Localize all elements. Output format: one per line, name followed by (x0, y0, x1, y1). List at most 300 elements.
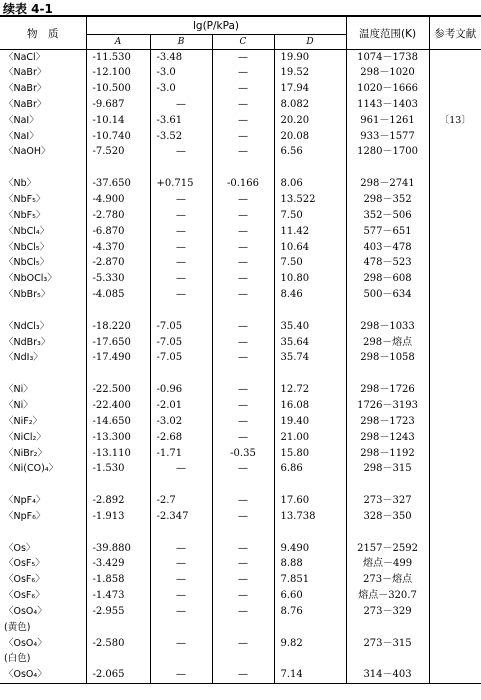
coef-d-cell: 19.52 (274, 65, 346, 81)
coef-a-cell: -10.500 (86, 81, 150, 97)
temp-range-cell: 298－608 (346, 271, 429, 287)
table-row (0, 240, 481, 256)
substance-cell (0, 303, 86, 319)
coef-d-cell: 35.64 (274, 335, 346, 351)
coef-b-cell: — (150, 461, 212, 477)
reference-cell (429, 398, 481, 414)
substance-cell: 〈NbCl₄〉 (4, 225, 50, 237)
coef-d-cell: 21.00 (274, 430, 346, 446)
substance-cell: 〈NiF₂〉 (4, 415, 43, 427)
substance-cell: (白色) (4, 653, 31, 665)
temp-range-cell: 961－1261 (346, 113, 429, 129)
temp-range-cell: 933－1577 (346, 129, 429, 145)
coef-a-cell (86, 477, 150, 493)
reference-cell (429, 525, 481, 541)
coef-c-cell: — (212, 287, 274, 303)
table-row (0, 541, 481, 557)
substance-header: 物 质 (27, 27, 59, 40)
substance-cell: 〈NdI₃〉 (4, 352, 43, 364)
substance-cell (0, 525, 86, 541)
temp-range-cell: 1020－1666 (346, 81, 429, 97)
coef-a-cell (86, 652, 150, 668)
coef-a-cell: -4.370 (86, 240, 150, 256)
coef-b-cell: — (150, 208, 212, 224)
coef-d-cell: 7.50 (274, 255, 346, 271)
coef-b-cell (150, 525, 212, 541)
coef-d-cell: 12.72 (274, 382, 346, 398)
temp-range-cell: 1726－3193 (346, 398, 429, 414)
col-c-header: C (212, 35, 274, 50)
reference-cell (429, 97, 481, 113)
substance-cell: 〈Nb〉 (4, 178, 37, 190)
temp-range-cell: 298－1726 (346, 382, 429, 398)
table-row (0, 588, 481, 604)
coef-d-cell (274, 303, 346, 319)
table-row (0, 382, 481, 398)
coef-b-cell (150, 366, 212, 382)
coef-a-cell (86, 366, 150, 382)
coef-c-cell: — (212, 192, 274, 208)
coef-a-cell: -12.100 (86, 65, 150, 81)
temp-range-cell (346, 303, 429, 319)
table-row (0, 572, 481, 588)
temp-range-cell: 1280－1700 (346, 145, 429, 161)
reference-cell: 〔13〕 (429, 113, 481, 129)
table-row (0, 208, 481, 224)
coef-d-cell: 6.60 (274, 588, 346, 604)
coef-d-cell: 17.60 (274, 493, 346, 509)
coef-c-cell: — (212, 81, 274, 97)
temp-range-cell (346, 652, 429, 668)
coef-d-cell: 20.08 (274, 129, 346, 145)
reference-cell (429, 303, 481, 319)
reference-cell (429, 255, 481, 271)
reference-cell (429, 319, 481, 335)
coef-d-cell: 8.76 (274, 604, 346, 620)
temp-range-cell: 577－651 (346, 224, 429, 240)
coef-c-cell: — (212, 50, 274, 66)
reference-cell (429, 351, 481, 367)
coef-c-cell: — (212, 557, 274, 573)
coef-a-cell: -22.500 (86, 382, 150, 398)
table-row (0, 509, 481, 525)
coef-d-cell: 8.082 (274, 97, 346, 113)
coef-a-cell: -2.780 (86, 208, 150, 224)
coef-b-cell: -0.96 (150, 382, 212, 398)
substance-cell: 〈NaBr〉 (4, 83, 47, 95)
coef-c-cell: — (212, 588, 274, 604)
temp-range-cell: 熔点－499 (346, 557, 429, 573)
coef-b-cell: — (150, 224, 212, 240)
temp-range-cell: 2157－2592 (346, 541, 429, 557)
coef-c-cell: -0.35 (212, 446, 274, 462)
coef-c-cell (212, 525, 274, 541)
reference-cell (429, 509, 481, 525)
temp-range-cell: 298－352 (346, 192, 429, 208)
coef-a-cell: -2.892 (86, 493, 150, 509)
temp-range-cell: 298－1243 (346, 430, 429, 446)
reference-cell (429, 446, 481, 462)
coef-b-cell: — (150, 287, 212, 303)
substance-cell: 〈OsF₅〉 (4, 558, 45, 570)
coef-a-cell: -4.085 (86, 287, 150, 303)
table-row (0, 160, 481, 176)
temp-range-cell: 273－327 (346, 493, 429, 509)
temp-range-header: 温度范围(K) (346, 16, 429, 50)
substance-cell (0, 160, 86, 176)
coef-a-cell (86, 525, 150, 541)
reference-cell (429, 620, 481, 636)
coef-b-cell: -2.68 (150, 430, 212, 446)
coef-c-cell: — (212, 398, 274, 414)
substance-cell: 〈OsO₄〉 (4, 637, 47, 649)
table-row (0, 414, 481, 430)
substance-cell: 〈NaCl〉 (4, 51, 46, 63)
substance-cell: 〈OsO₄〉 (0, 667, 86, 683)
coef-c-cell: — (212, 319, 274, 335)
temp-range-cell (346, 525, 429, 541)
table-row (0, 398, 481, 414)
reference-cell (429, 366, 481, 382)
table-row (0, 652, 481, 668)
substance-cell: 〈OsF₆〉 (4, 574, 45, 586)
coef-c-cell (212, 620, 274, 636)
table-row (0, 319, 481, 335)
coef-c-cell (212, 303, 274, 319)
temp-range-cell (346, 620, 429, 636)
coef-b-cell: -3.0 (150, 81, 212, 97)
table-row (0, 50, 481, 66)
coef-a-cell (86, 303, 150, 319)
reference-cell (429, 287, 481, 303)
substance-cell: (黄色) (4, 621, 31, 633)
coef-d-cell: 35.40 (274, 319, 346, 335)
coef-c-cell: — (212, 572, 274, 588)
coef-b-cell: — (150, 255, 212, 271)
coef-a-cell: -4.900 (86, 192, 150, 208)
coef-d-cell (274, 160, 346, 176)
coef-d-cell: 19.40 (274, 414, 346, 430)
table-row (0, 636, 481, 652)
coef-d-cell: 6.86 (274, 461, 346, 477)
coef-d-cell: 7.851 (274, 572, 346, 588)
coef-d-cell: 13.738 (274, 509, 346, 525)
coef-d-cell (274, 525, 346, 541)
coef-a-cell: -2.870 (86, 255, 150, 271)
table-row (0, 430, 481, 446)
coef-c-cell: — (212, 604, 274, 620)
coef-a-cell: -7.520 (86, 145, 150, 161)
temp-range-cell (346, 160, 429, 176)
substance-cell: 〈Os〉 (4, 542, 36, 554)
coef-d-cell: 35.74 (274, 351, 346, 367)
coef-b-cell: — (150, 271, 212, 287)
coef-b-cell: -7.05 (150, 319, 212, 335)
coef-d-cell: 20.20 (274, 113, 346, 129)
table-row (0, 145, 481, 161)
reference-cell (429, 50, 481, 66)
coef-c-cell: — (212, 414, 274, 430)
table-row (0, 366, 481, 382)
vapor-pressure-table (0, 15, 481, 684)
coef-d-cell: 13.522 (274, 192, 346, 208)
coef-a-cell: -5.330 (86, 271, 150, 287)
coef-c-cell: — (212, 255, 274, 271)
coef-b-cell: — (150, 192, 212, 208)
coef-d-cell: 10.80 (274, 271, 346, 287)
temp-range-cell: 500－634 (346, 287, 429, 303)
substance-cell: 〈NbCl₅〉 (4, 257, 50, 269)
reference-cell (429, 382, 481, 398)
table-row (0, 97, 481, 113)
coef-c-cell: — (212, 113, 274, 129)
temp-range-cell: 298－1033 (346, 319, 429, 335)
coef-a-cell: -37.650 (86, 176, 150, 192)
coef-b-cell: -7.05 (150, 335, 212, 351)
substance-cell: 〈NdBr₃〉 (4, 336, 51, 348)
coef-b-cell: — (150, 240, 212, 256)
coef-c-cell (212, 160, 274, 176)
coef-a-cell: -6.870 (86, 224, 150, 240)
temp-range-cell: 273－熔点 (346, 572, 429, 588)
reference-cell (429, 192, 481, 208)
table-row (0, 493, 481, 509)
table-row (0, 129, 481, 145)
reference-cell (429, 572, 481, 588)
temp-range-cell: 298－熔点 (346, 335, 429, 351)
table-row (0, 667, 481, 683)
table-row (0, 176, 481, 192)
substance-cell: 〈NbBr₅〉 (4, 289, 51, 301)
coef-a-cell: -17.650 (86, 335, 150, 351)
coef-c-cell: — (212, 97, 274, 113)
coef-b-cell: — (150, 588, 212, 604)
coef-c-cell: — (212, 65, 274, 81)
coef-c-cell: — (212, 493, 274, 509)
coef-a-cell: -2.580 (86, 636, 150, 652)
coef-a-cell: -17.490 (86, 351, 150, 367)
coef-a-cell (86, 620, 150, 636)
table-caption: 续表 4-1 (3, 2, 53, 16)
reference-cell (429, 652, 481, 668)
reference-cell (429, 588, 481, 604)
coef-c-cell: — (212, 667, 274, 683)
reference-cell (429, 208, 481, 224)
coef-b-cell: — (150, 145, 212, 161)
coef-d-cell: 19.90 (274, 50, 346, 66)
coef-b-cell: -7.05 (150, 351, 212, 367)
coef-b-cell: — (150, 667, 212, 683)
reference-cell (429, 430, 481, 446)
reference-cell (429, 65, 481, 81)
coef-b-cell (150, 477, 212, 493)
coef-b-cell (150, 160, 212, 176)
coef-d-cell: 6.56 (274, 145, 346, 161)
table-row (0, 446, 481, 462)
substance-cell: 〈NaOH〉 (4, 146, 51, 158)
substance-cell: 〈NiBr₂〉 (4, 447, 47, 459)
temp-range-cell: 熔点－320.7 (346, 588, 429, 604)
coef-a-cell: -11.530 (86, 50, 150, 66)
coef-b-cell: — (150, 97, 212, 113)
coef-d-cell: 8.46 (274, 287, 346, 303)
coef-a-cell: -1.913 (86, 509, 150, 525)
coef-c-cell: — (212, 382, 274, 398)
table-row (0, 604, 481, 620)
temp-range-cell: 298－1058 (346, 351, 429, 367)
reference-cell (429, 145, 481, 161)
substance-cell: 〈NiCl₂〉 (4, 431, 46, 443)
temp-range-cell (346, 477, 429, 493)
reference-cell (429, 414, 481, 430)
coef-c-cell (212, 652, 274, 668)
table-row (0, 557, 481, 573)
lg-pressure-header: lg(P/kPa) (86, 16, 346, 35)
table-row (0, 335, 481, 351)
coef-b-cell: -3.02 (150, 414, 212, 430)
table-row (0, 224, 481, 240)
substance-cell: 〈Ni(CO)₄〉 (4, 463, 59, 475)
substance-cell: 〈NbCl₅〉 (4, 241, 50, 253)
coef-d-cell: 7.50 (274, 208, 346, 224)
temp-range-cell: 1143－1403 (346, 97, 429, 113)
coef-d-cell: 17.94 (274, 81, 346, 97)
coef-a-cell: -13.110 (86, 446, 150, 462)
table-row (0, 255, 481, 271)
coef-b-cell: -2.347 (150, 509, 212, 525)
coef-c-cell: — (212, 208, 274, 224)
reference-cell (429, 129, 481, 145)
coef-b-cell: -1.71 (150, 446, 212, 462)
coef-c-cell (212, 477, 274, 493)
col-a-header: A (86, 35, 150, 50)
temp-range-cell: 298－1020 (346, 65, 429, 81)
coef-b-cell: -3.61 (150, 113, 212, 129)
coef-c-cell: — (212, 509, 274, 525)
coef-b-cell: +0.715 (150, 176, 212, 192)
coef-a-cell: -2.955 (86, 604, 150, 620)
coef-d-cell: 16.08 (274, 398, 346, 414)
coef-a-cell: -1.473 (86, 588, 150, 604)
substance-cell: 〈NaBr〉 (4, 67, 47, 79)
substance-cell (0, 477, 86, 493)
reference-cell (429, 160, 481, 176)
temp-range-cell: 298－315 (346, 461, 429, 477)
coef-c-cell: — (212, 541, 274, 557)
reference-header: 参考文献 (429, 16, 481, 50)
temp-range-cell: 273－329 (346, 604, 429, 620)
coef-b-cell: -3.48 (150, 50, 212, 66)
substance-cell: 〈NaBr〉 (4, 98, 47, 110)
coef-b-cell: — (150, 636, 212, 652)
coef-c-cell: — (212, 430, 274, 446)
coef-a-cell: -9.687 (86, 97, 150, 113)
coef-d-cell (274, 477, 346, 493)
substance-cell: 〈OsO₄〉 (4, 605, 47, 617)
temp-range-cell: 298－2741 (346, 176, 429, 192)
reference-cell (429, 557, 481, 573)
reference-cell (429, 493, 481, 509)
table-row (0, 351, 481, 367)
col-d-header: D (274, 35, 346, 50)
coef-b-cell: -2.7 (150, 493, 212, 509)
substance-cell: 〈Ni〉 (4, 399, 33, 411)
temp-range-cell: 298－1723 (346, 414, 429, 430)
reference-cell (429, 81, 481, 97)
reference-cell (429, 335, 481, 351)
table-row (0, 192, 481, 208)
coef-b-cell: — (150, 604, 212, 620)
coef-d-cell: 9.490 (274, 541, 346, 557)
table-row (0, 287, 481, 303)
substance-cell: 〈NaI〉 (4, 130, 39, 142)
temp-range-cell: 403－478 (346, 240, 429, 256)
coef-b-cell (150, 652, 212, 668)
substance-cell: 〈NbOCl₃〉 (4, 273, 57, 285)
coef-a-cell: -3.429 (86, 557, 150, 573)
coef-b-cell: -3.0 (150, 65, 212, 81)
coef-a-cell: -10.740 (86, 129, 150, 145)
reference-cell (429, 176, 481, 192)
substance-cell: 〈NpF₆〉 (4, 510, 46, 522)
coef-d-cell: 7.14 (274, 667, 346, 683)
coef-a-cell: -2.065 (86, 667, 150, 683)
coef-a-cell: -1.858 (86, 572, 150, 588)
table-row (0, 271, 481, 287)
coef-b-cell: -3.52 (150, 129, 212, 145)
coef-c-cell: — (212, 129, 274, 145)
coef-d-cell: 8.06 (274, 176, 346, 192)
coef-b-cell (150, 620, 212, 636)
reference-cell (429, 271, 481, 287)
table-row (0, 461, 481, 477)
coef-d-cell: 10.64 (274, 240, 346, 256)
coef-b-cell (150, 303, 212, 319)
coef-d-cell: 15.80 (274, 446, 346, 462)
coef-b-cell: — (150, 572, 212, 588)
table-body (0, 50, 481, 684)
coef-c-cell: — (212, 351, 274, 367)
coef-b-cell: — (150, 557, 212, 573)
reference-cell (429, 240, 481, 256)
coef-d-cell: 9.82 (274, 636, 346, 652)
coef-a-cell: -39.880 (86, 541, 150, 557)
table-row (0, 477, 481, 493)
substance-cell: 〈OsF₆〉 (4, 590, 45, 602)
temp-range-cell: 352－506 (346, 208, 429, 224)
table-row (0, 525, 481, 541)
coef-a-cell: -22.400 (86, 398, 150, 414)
coef-d-cell: 8.88 (274, 557, 346, 573)
reference-cell (429, 636, 481, 652)
coef-c-cell: — (212, 461, 274, 477)
reference-cell (429, 224, 481, 240)
reference-cell (429, 477, 481, 493)
coef-c-cell: — (212, 335, 274, 351)
reference-cell (429, 667, 481, 683)
coef-d-cell (274, 620, 346, 636)
temp-range-cell: 478－523 (346, 255, 429, 271)
coef-d-cell: 11.42 (274, 224, 346, 240)
temp-range-cell (346, 366, 429, 382)
table-row (0, 303, 481, 319)
temp-range-cell: 1074－1738 (346, 50, 429, 66)
coef-c-cell (212, 366, 274, 382)
substance-cell: 〈NbF₅〉 (4, 209, 46, 221)
substance-cell: 〈NdCl₃〉 (4, 320, 50, 332)
reference-cell (429, 604, 481, 620)
coef-c-cell: — (212, 271, 274, 287)
